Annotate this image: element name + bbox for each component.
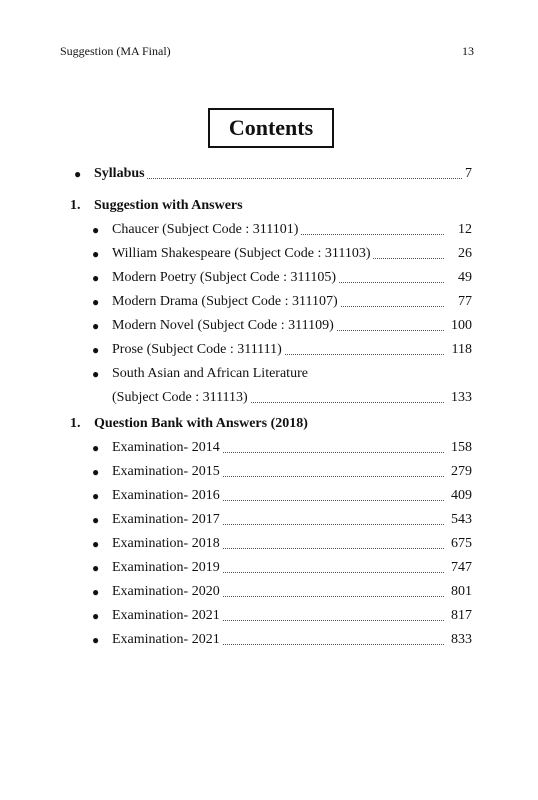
toc-entry — [0, 630, 538, 650]
toc-entry — [0, 558, 538, 578]
toc-entry — [0, 606, 538, 626]
toc-entry-label: Chaucer (Subject Code : 311101) — [112, 220, 300, 240]
section-heading — [0, 196, 538, 216]
toc-entry — [0, 364, 538, 384]
toc-entry-label: Examination- 2021 — [112, 630, 222, 650]
section-title: Question Bank with Answers (2018) — [94, 414, 310, 434]
toc-entry — [0, 316, 538, 336]
toc-entry — [0, 438, 538, 458]
toc-entry — [0, 268, 538, 288]
toc-entry-label: Examination- 2021 — [112, 606, 222, 626]
toc-entry-syllabus — [0, 164, 538, 184]
toc-entry-page: 26 — [456, 244, 472, 264]
toc-entry — [0, 462, 538, 482]
toc-entry — [0, 534, 538, 554]
section-heading — [0, 414, 538, 434]
toc-entry-page: 409 — [449, 486, 472, 506]
bullet-icon: ● — [74, 167, 82, 181]
section-number: 1. — [70, 198, 81, 213]
toc-entry-label: William Shakespeare (Subject Code : 311103) — [112, 244, 373, 264]
toc-entry-label: Modern Novel (Subject Code : 311109) — [112, 316, 336, 336]
toc-entry-page: 747 — [449, 558, 472, 578]
toc-entry — [0, 292, 538, 312]
toc-entry-page: 833 — [449, 630, 472, 650]
bullet-icon: ● — [92, 537, 100, 551]
toc-entry-page: 49 — [456, 268, 472, 288]
toc-entry-page: 100 — [449, 316, 472, 336]
bullet-icon: ● — [92, 561, 100, 575]
toc-entry-label: Examination- 2019 — [112, 558, 222, 578]
bullet-icon: ● — [92, 633, 100, 647]
toc-entry-page: 133 — [449, 388, 472, 408]
toc-entry-page: 12 — [456, 220, 472, 240]
bullet-icon: ● — [92, 585, 100, 599]
toc-entry-page: 118 — [450, 340, 472, 360]
section-number: 1. — [70, 416, 81, 431]
bullet-icon: ● — [92, 367, 100, 381]
toc-entry-label: Examination- 2015 — [112, 462, 222, 482]
bullet-icon: ● — [92, 223, 100, 237]
bullet-icon: ● — [92, 319, 100, 333]
dot-leader — [140, 178, 464, 179]
page-number: 13 — [462, 44, 474, 58]
bullet-icon: ● — [92, 247, 100, 261]
toc-entry-continuation — [0, 388, 538, 408]
toc-entry-label: Examination- 2016 — [112, 486, 222, 506]
toc-entry-label: Examination- 2017 — [112, 510, 222, 530]
toc-entry-page: 801 — [449, 582, 472, 602]
bullet-icon: ● — [92, 271, 100, 285]
toc-entry-label: (Subject Code : 311113) — [112, 388, 250, 408]
toc-entry — [0, 582, 538, 602]
toc-entry-page: 7 — [463, 164, 472, 184]
toc-entry-label: Syllabus — [94, 164, 147, 184]
toc-entry-label: Examination- 2020 — [112, 582, 222, 602]
section-title: Suggestion with Answers — [94, 196, 245, 216]
toc-entry-label: Examination- 2018 — [112, 534, 222, 554]
toc-entry-page: 77 — [456, 292, 472, 312]
bullet-icon: ● — [92, 609, 100, 623]
toc-entry — [0, 340, 538, 360]
contents-title: Contents — [208, 108, 334, 148]
bullet-icon: ● — [92, 465, 100, 479]
toc-entry — [0, 244, 538, 264]
toc-entry — [0, 510, 538, 530]
toc-entry-label: Modern Poetry (Subject Code : 311105) — [112, 268, 338, 288]
toc-entry-page: 543 — [449, 510, 472, 530]
toc-entry-page: 675 — [449, 534, 472, 554]
toc-entry-page: 279 — [449, 462, 472, 482]
page-header — [60, 44, 474, 60]
toc-entry-page: 158 — [449, 438, 472, 458]
toc-entry-label: Examination- 2014 — [112, 438, 222, 458]
bullet-icon: ● — [92, 489, 100, 503]
bullet-icon: ● — [92, 441, 100, 455]
bullet-icon: ● — [92, 513, 100, 527]
toc-entry-label: South Asian and African Literature — [112, 364, 310, 384]
toc-entry — [0, 220, 538, 240]
toc-entry-label: Prose (Subject Code : 311111) — [112, 340, 284, 360]
bullet-icon: ● — [92, 343, 100, 357]
toc-entry-page: 817 — [449, 606, 472, 626]
toc-entry-label: Modern Drama (Subject Code : 311107) — [112, 292, 340, 312]
running-head: Suggestion (MA Final) — [60, 44, 171, 58]
bullet-icon: ● — [92, 295, 100, 309]
toc-entry — [0, 486, 538, 506]
